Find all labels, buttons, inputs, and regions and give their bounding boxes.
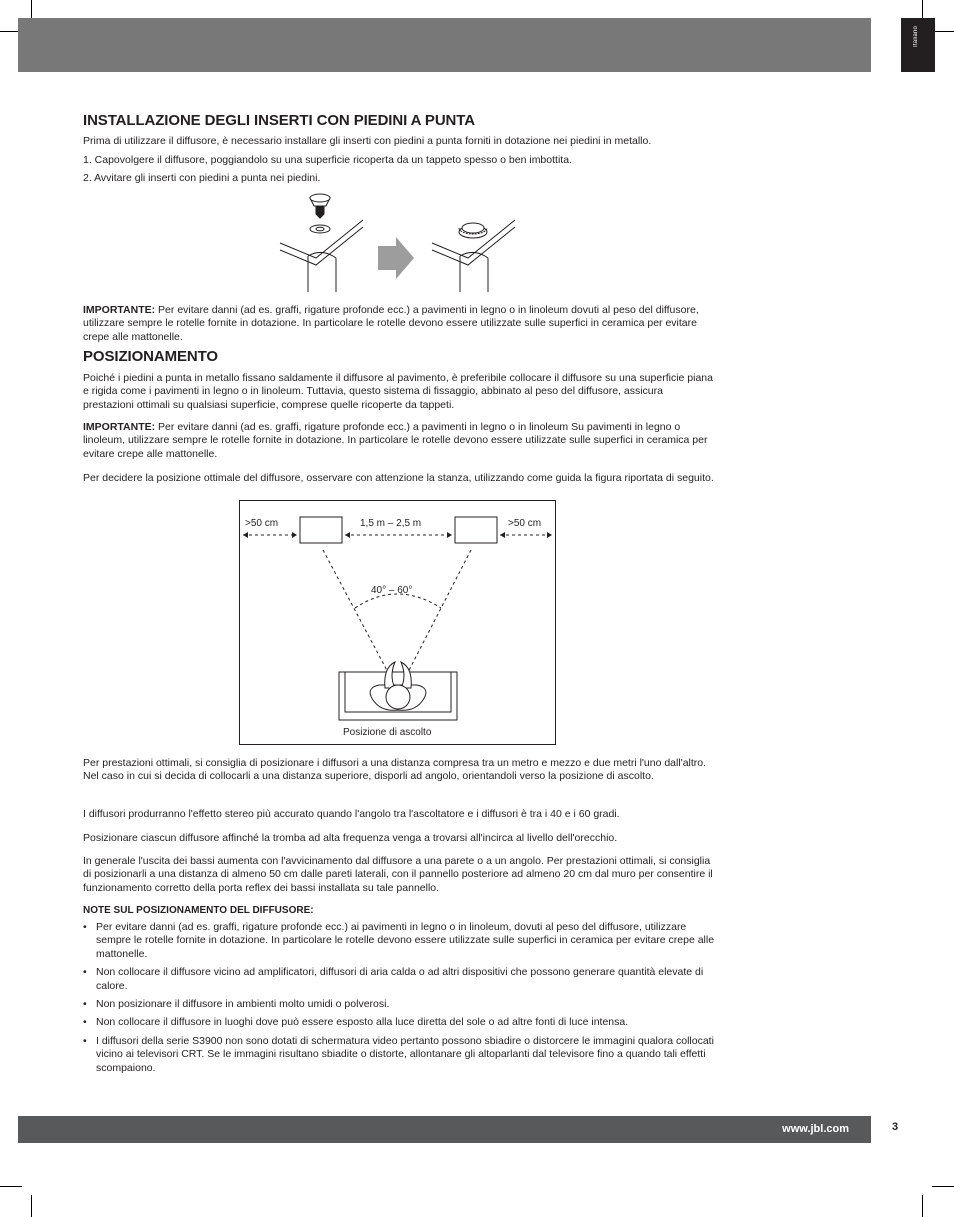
important-text: Per evitare danni (ad es. graffi, rigature profonde ecc.) a pavimenti in legno o in linoleum dovuti al peso del diffusore, utilizzare sempre le rotelle fornite in dotazione. In particolare le rotelle devono essere utilizzate sulle superfici in ceramica per evitare crepe alle mattonelle. bbox=[83, 304, 699, 343]
right-gap-label: >50 cm bbox=[508, 518, 542, 529]
left-gap-label: >50 cm bbox=[245, 518, 279, 529]
footer-bar bbox=[18, 1116, 871, 1143]
crop-mark bbox=[922, 1195, 923, 1217]
important-note bbox=[83, 304, 715, 344]
notes-title: NOTE SUL POSIZIONAMENTO DEL DIFFUSORE: bbox=[83, 905, 314, 916]
crop-mark bbox=[932, 1186, 954, 1187]
header-bar bbox=[18, 18, 871, 72]
angle-label: 40° – 60° bbox=[371, 585, 413, 596]
notes-list bbox=[83, 921, 715, 1080]
important-text: Per evitare danni (ad es. graffi, rigature profonde ecc.) a pavimenti in legno o in linoleum Su pavimenti in legno o linoleum, utilizzare sempre le rotelle fornite in dotazione. In particolare le rotelle devono essere utilizzate sulle superfici in ceramica per evitare crepe alle mattonelle. bbox=[83, 421, 708, 460]
step-1: 1. Capovolgere il diffusore, poggiandolo su una superficie ricoperta da un tappeto spesso o ben imbottita. bbox=[83, 154, 572, 166]
list-item: • Non posizionare il diffusore in ambienti molto umidi o polverosi. bbox=[83, 998, 715, 1011]
speaker-distance-label: 1,5 m – 2,5 m bbox=[360, 518, 422, 529]
paragraph: I diffusori produrranno l'effetto stereo più accurato quando l'angolo tra l'ascoltatore e i diffusori è tra i 40 e i 60 gradi. bbox=[83, 808, 620, 820]
crop-mark bbox=[932, 31, 954, 32]
important-label: IMPORTANTE: bbox=[83, 421, 156, 433]
language-tab bbox=[901, 18, 935, 72]
section-title-positioning: POSIZIONAMENTO bbox=[83, 348, 218, 365]
paragraph: Per decidere la posizione ottimale del diffusore, osservare con attenzione la stanza, utilizzando come guida la figura riportata di seguito. bbox=[83, 472, 714, 484]
paragraph: Poiché i piedini a punta in metallo fissano saldamente il diffusore al pavimento, è preferibile collocare il diffusore su una superficie piana e rigida come i pavimenti in legno o in linoleum. Tuttavia, questo sistema di fissaggio, abbinato al peso del diffusore, assicura prestazioni ottimali su qualsiasi superficie, comprese quelle ricoperte da tappeti. bbox=[83, 372, 713, 411]
listener-head bbox=[386, 685, 410, 709]
crop-mark bbox=[31, 1195, 32, 1217]
list-item: • Non collocare il diffusore vicino ad amplificatori, diffusori di aria calda o ad altri dispositivi che possono generare quantità elevate di calore. bbox=[83, 966, 715, 993]
step-2: 2. Avvitare gli inserti con piedini a punta nei piedini. bbox=[83, 172, 321, 184]
left-speaker bbox=[300, 517, 342, 543]
important-note bbox=[83, 421, 715, 461]
language-tab-label: Italiano bbox=[913, 26, 919, 47]
paragraph: Per prestazioni ottimali, si consiglia di posizionare i diffusori a una distanza compresa tra un metro e mezzo e due metri l'uno dall'altro. Nel caso in cui si decida di collocarli a una distanza superiore, disporli ad angolo, orientandoli verso la posizione di ascolto. bbox=[83, 757, 707, 783]
list-item: • I diffusori della serie S3900 non sono dotati di schermatura video pertanto possono sbiadire o distorcere le immagini qualora collocati vicino ai televisori CRT. Se le immagini risultano sbiadite o distorte, allontanare gli altoparlanti dal televisore fino a quando tali effetti scompaiono. bbox=[83, 1035, 715, 1075]
important-label: IMPORTANTE: bbox=[83, 304, 156, 316]
spike-installation-illustration bbox=[278, 188, 520, 292]
page-number: 3 bbox=[892, 1121, 899, 1133]
placement-diagram bbox=[239, 500, 557, 747]
section-title-spikes: INSTALLAZIONE DEGLI INSERTI CON PIEDINI A PUNTA bbox=[83, 112, 475, 129]
crop-mark bbox=[0, 1186, 22, 1187]
paragraph: In generale l'uscita dei bassi aumenta con l'avvicinamento dal diffusore a una parete o a un angolo. Per prestazioni ottimali, si consiglia di posizionarli a una distanza di almeno 50 cm dalle pareti laterali, con il pannello posteriore ad almeno 20 cm dal muro per consentire il funzionamento corretto della porta reflex dei bassi installata su tale pannello. bbox=[83, 855, 713, 894]
right-speaker bbox=[455, 517, 497, 543]
listening-position-label: Posizione di ascolto bbox=[343, 727, 432, 738]
list-item: • Non collocare il diffusore in luoghi dove può essere esposto alla luce diretta del sole o ad altre fonti di luce intensa. bbox=[83, 1016, 715, 1029]
list-item: • Per evitare danni (ad es. graffi, rigature profonde ecc.) ai pavimenti in legno o in linoleum, dovuti al peso del diffusore, utilizzare sempre le rotelle fornite in dotazione. In particolare le rotelle devono essere utilizzate sulle superfici in ceramica per evitare crepe alle mattonelle. bbox=[83, 921, 715, 961]
footer-url[interactable]: www.jbl.com bbox=[782, 1123, 849, 1135]
paragraph: Posizionare ciascun diffusore affinché la tromba ad alta frequenza venga a trovarsi all'incirca al livello dell'orecchio. bbox=[83, 832, 618, 844]
paragraph: Prima di utilizzare il diffusore, è necessario installare gli inserti con piedini a punta forniti in dotazione nei piedini in metallo. bbox=[83, 135, 652, 147]
